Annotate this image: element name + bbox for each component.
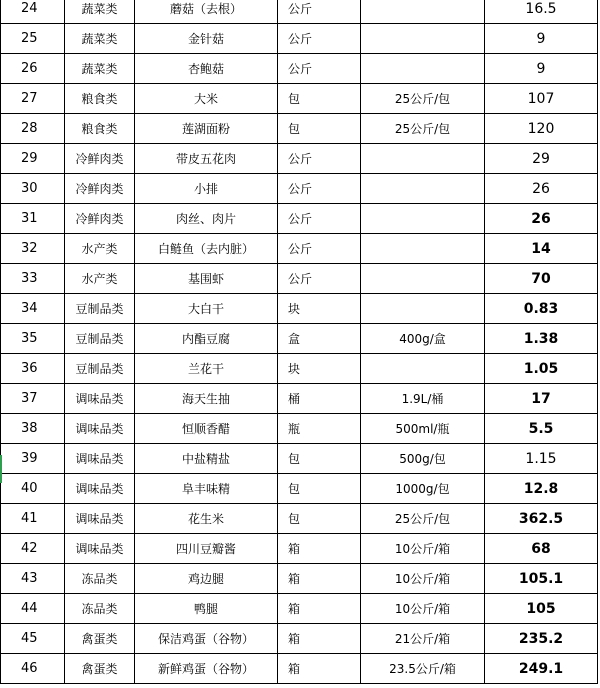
table-row (1, 534, 598, 564)
cell-item-name: 花生米 (135, 504, 278, 534)
cell-spec: 10公斤/箱 (361, 594, 485, 624)
cell-item-name: 杏鲍菇 (135, 54, 278, 84)
cell-spec: 500g/包 (361, 444, 485, 474)
cell-number: 35 (1, 324, 65, 354)
cell-price: 17 (485, 384, 598, 414)
cell-item-name: 四川豆瓣酱 (135, 534, 278, 564)
cell-spec: 25公斤/包 (361, 84, 485, 114)
cell-price: 1.38 (485, 324, 598, 354)
cell-unit: 桶 (278, 384, 361, 414)
cell-spec: 400g/盒 (361, 324, 485, 354)
table-row (1, 354, 598, 384)
cell-item-name: 内酯豆腐 (135, 324, 278, 354)
cell-spec (361, 144, 485, 174)
table-row (1, 234, 598, 264)
cell-category: 禽蛋类 (65, 624, 135, 654)
cell-spec: 1.9L/桶 (361, 384, 485, 414)
cell-category: 水产类 (65, 234, 135, 264)
cell-spec: 21公斤/箱 (361, 624, 485, 654)
table-row (1, 264, 598, 294)
cell-spec: 23.5公斤/箱 (361, 654, 485, 684)
cell-item-name: 莲湖面粉 (135, 114, 278, 144)
cell-number: 33 (1, 264, 65, 294)
table-row (1, 54, 598, 84)
table-row (1, 624, 598, 654)
cell-number: 27 (1, 84, 65, 114)
cell-price: 26 (485, 174, 598, 204)
cell-item-name: 恒顺香醋 (135, 414, 278, 444)
cell-number: 38 (1, 414, 65, 444)
cell-spec (361, 204, 485, 234)
cell-item-name: 保洁鸡蛋（谷物） (135, 624, 278, 654)
cell-item-name: 阜丰味精 (135, 474, 278, 504)
cell-item-name: 带皮五花肉 (135, 144, 278, 174)
cell-number: 29 (1, 144, 65, 174)
cell-spec: 25公斤/包 (361, 114, 485, 144)
cell-number: 45 (1, 624, 65, 654)
cell-price: 68 (485, 534, 598, 564)
cell-category: 蔬菜类 (65, 0, 135, 24)
cell-number: 34 (1, 294, 65, 324)
cell-price: 9 (485, 54, 598, 84)
cell-item-name: 大白干 (135, 294, 278, 324)
table-row (1, 654, 598, 684)
cell-price: 1.05 (485, 354, 598, 384)
table-row (1, 0, 598, 24)
table-row (1, 384, 598, 414)
cell-unit: 块 (278, 294, 361, 324)
cell-category: 调味品类 (65, 384, 135, 414)
cell-category: 冷鲜肉类 (65, 204, 135, 234)
cell-item-name: 白鲢鱼（去内脏） (135, 234, 278, 264)
cell-unit: 公斤 (278, 204, 361, 234)
table-row (1, 414, 598, 444)
cell-unit: 包 (278, 114, 361, 144)
cell-price: 235.2 (485, 624, 598, 654)
cell-unit: 盒 (278, 324, 361, 354)
table-row (1, 594, 598, 624)
cell-item-name: 肉丝、肉片 (135, 204, 278, 234)
cell-unit: 箱 (278, 564, 361, 594)
cell-price: 12.8 (485, 474, 598, 504)
cell-category: 粮食类 (65, 114, 135, 144)
cell-unit: 箱 (278, 624, 361, 654)
cell-number: 39 (1, 444, 65, 474)
cell-spec: 10公斤/箱 (361, 534, 485, 564)
cell-item-name: 鸡边腿 (135, 564, 278, 594)
table-row (1, 294, 598, 324)
cell-unit: 块 (278, 354, 361, 384)
cell-unit: 公斤 (278, 234, 361, 264)
table-row (1, 564, 598, 594)
cell-spec: 1000g/包 (361, 474, 485, 504)
cell-number: 25 (1, 24, 65, 54)
cell-category: 禽蛋类 (65, 654, 135, 684)
cell-category: 冻品类 (65, 564, 135, 594)
cell-price: 29 (485, 144, 598, 174)
cell-number: 46 (1, 654, 65, 684)
cell-number: 28 (1, 114, 65, 144)
cell-price: 362.5 (485, 504, 598, 534)
cell-unit: 公斤 (278, 264, 361, 294)
table-row (1, 444, 598, 474)
cell-category: 粮食类 (65, 84, 135, 114)
cell-spec (361, 294, 485, 324)
cell-price: 249.1 (485, 654, 598, 684)
cell-unit: 包 (278, 84, 361, 114)
cell-category: 豆制品类 (65, 354, 135, 384)
cell-price: 107 (485, 84, 598, 114)
cell-price: 105 (485, 594, 598, 624)
cell-category: 冷鲜肉类 (65, 174, 135, 204)
cell-unit: 箱 (278, 654, 361, 684)
cell-spec (361, 264, 485, 294)
cell-item-name: 中盐精盐 (135, 444, 278, 474)
cell-category: 水产类 (65, 264, 135, 294)
cell-number: 24 (1, 0, 65, 24)
cell-item-name: 蘑菇（去根） (135, 0, 278, 24)
cell-category: 豆制品类 (65, 294, 135, 324)
cell-item-name: 兰花干 (135, 354, 278, 384)
cell-price: 70 (485, 264, 598, 294)
cell-item-name: 小排 (135, 174, 278, 204)
cell-category: 豆制品类 (65, 324, 135, 354)
cell-unit: 瓶 (278, 414, 361, 444)
cell-price: 120 (485, 114, 598, 144)
cell-price: 16.5 (485, 0, 598, 24)
cell-unit: 公斤 (278, 0, 361, 24)
table-row (1, 174, 598, 204)
table-row (1, 84, 598, 114)
cell-number: 30 (1, 174, 65, 204)
price-table-body (1, 0, 598, 684)
cell-unit: 包 (278, 504, 361, 534)
cell-spec (361, 54, 485, 84)
cell-item-name: 金针菇 (135, 24, 278, 54)
cell-spec: 500ml/瓶 (361, 414, 485, 444)
cell-category: 蔬菜类 (65, 54, 135, 84)
cell-unit: 公斤 (278, 54, 361, 84)
cell-price: 0.83 (485, 294, 598, 324)
cell-unit: 公斤 (278, 24, 361, 54)
cell-number: 31 (1, 204, 65, 234)
cell-category: 冻品类 (65, 594, 135, 624)
table-row (1, 204, 598, 234)
cell-spec: 25公斤/包 (361, 504, 485, 534)
cell-item-name: 基围虾 (135, 264, 278, 294)
cell-number: 36 (1, 354, 65, 384)
cell-unit: 包 (278, 474, 361, 504)
table-row (1, 474, 598, 504)
table-row (1, 324, 598, 354)
cell-unit: 箱 (278, 534, 361, 564)
cell-number: 43 (1, 564, 65, 594)
row-marker (0, 455, 2, 483)
cell-number: 26 (1, 54, 65, 84)
cell-number: 40 (1, 474, 65, 504)
cell-item-name: 新鲜鸡蛋（谷物） (135, 654, 278, 684)
cell-category: 蔬菜类 (65, 24, 135, 54)
cell-price: 9 (485, 24, 598, 54)
table-row (1, 24, 598, 54)
cell-number: 37 (1, 384, 65, 414)
cell-category: 调味品类 (65, 474, 135, 504)
cell-price: 26 (485, 204, 598, 234)
cell-item-name: 大米 (135, 84, 278, 114)
cell-price: 14 (485, 234, 598, 264)
cell-price: 5.5 (485, 414, 598, 444)
cell-spec (361, 234, 485, 264)
cell-price: 105.1 (485, 564, 598, 594)
cell-number: 32 (1, 234, 65, 264)
cell-category: 调味品类 (65, 504, 135, 534)
cell-spec (361, 354, 485, 384)
table-row (1, 144, 598, 174)
cell-unit: 公斤 (278, 174, 361, 204)
cell-item-name: 海天生抽 (135, 384, 278, 414)
cell-unit: 公斤 (278, 144, 361, 174)
cell-unit: 包 (278, 444, 361, 474)
table-row (1, 504, 598, 534)
cell-price: 1.15 (485, 444, 598, 474)
cell-unit: 箱 (278, 594, 361, 624)
cell-item-name: 鸭腿 (135, 594, 278, 624)
cell-category: 调味品类 (65, 414, 135, 444)
cell-category: 冷鲜肉类 (65, 144, 135, 174)
cell-number: 42 (1, 534, 65, 564)
cell-spec (361, 0, 485, 24)
cell-spec (361, 24, 485, 54)
cell-spec (361, 174, 485, 204)
cell-category: 调味品类 (65, 444, 135, 474)
cell-number: 41 (1, 504, 65, 534)
cell-spec: 10公斤/箱 (361, 564, 485, 594)
table-row (1, 114, 598, 144)
cell-category: 调味品类 (65, 534, 135, 564)
cell-number: 44 (1, 594, 65, 624)
